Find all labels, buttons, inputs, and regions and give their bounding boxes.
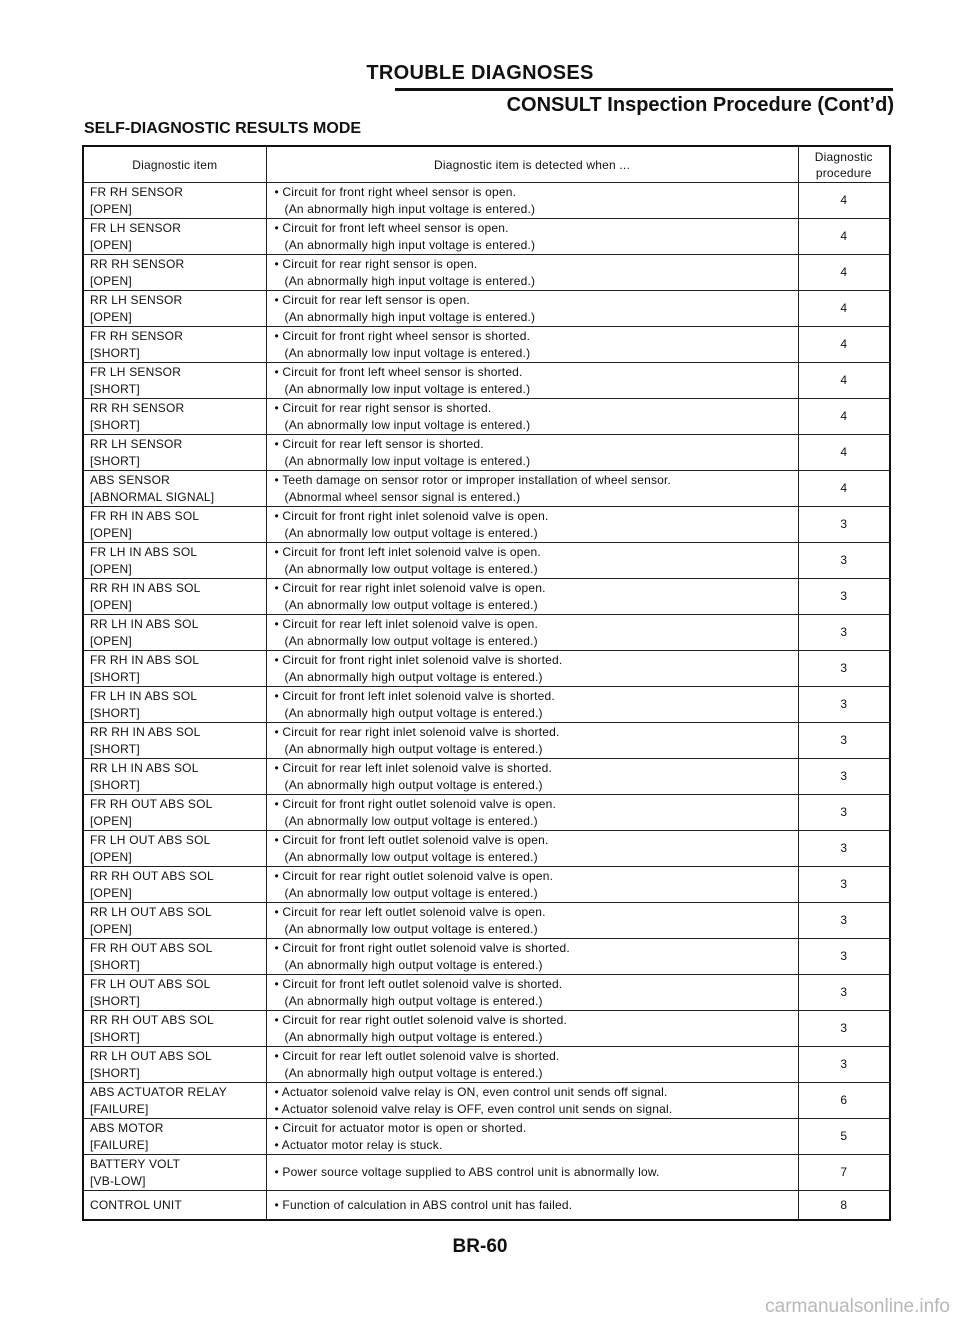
diagnostic-procedure-number: 4 bbox=[798, 399, 890, 435]
diagnostic-item-name: FR RH IN ABS SOL bbox=[90, 652, 200, 667]
detection-condition-line: (An abnormally high output voltage is entered.) bbox=[284, 1029, 543, 1044]
diagnostic-item-cell bbox=[83, 507, 266, 543]
diagnostic-item-cell bbox=[83, 903, 266, 939]
detection-condition-line: • Power source voltage supplied to ABS control unit is abnormally low. bbox=[274, 1165, 660, 1179]
diagnostic-item-name: CONTROL UNIT bbox=[90, 1197, 182, 1212]
diagnostic-item-name: FR RH SENSOR bbox=[90, 328, 184, 343]
diagnostic-item-cell bbox=[83, 255, 266, 291]
diagnostic-item-condition: [OPEN] bbox=[90, 525, 132, 540]
detection-condition-line: (An abnormally low output voltage is entered.) bbox=[284, 921, 538, 936]
diagnostic-item-cell bbox=[83, 1047, 266, 1083]
detection-condition-cell bbox=[266, 651, 798, 687]
table-row bbox=[83, 1155, 890, 1191]
table-row bbox=[83, 903, 890, 939]
diagnostic-item-name: BATTERY VOLT bbox=[90, 1156, 181, 1171]
diagnostic-procedure-number: 3 bbox=[798, 651, 890, 687]
table-row bbox=[83, 1011, 890, 1047]
diagnostic-procedure-number: 3 bbox=[798, 1047, 890, 1083]
detection-condition-line: • Circuit for front left wheel sensor is open. bbox=[274, 220, 509, 235]
detection-condition-cell bbox=[266, 579, 798, 615]
table-row bbox=[83, 1119, 890, 1155]
page-number: BR-60 bbox=[452, 1236, 508, 1257]
detection-condition-cell bbox=[266, 723, 798, 759]
diagnostic-item-condition: [SHORT] bbox=[90, 1029, 140, 1044]
detection-condition-line: • Circuit for front right wheel sensor is open. bbox=[274, 184, 517, 199]
detection-condition-cell bbox=[266, 507, 798, 543]
table-row bbox=[83, 867, 890, 903]
detection-condition-line: • Circuit for rear right outlet solenoid valve is shorted. bbox=[274, 1012, 568, 1027]
detection-condition-cell bbox=[266, 183, 798, 219]
detection-condition-line: (An abnormally high input voltage is entered.) bbox=[284, 309, 536, 324]
diagnostic-item-cell bbox=[83, 1191, 266, 1221]
detection-condition-cell bbox=[266, 471, 798, 507]
diagnostic-item-cell bbox=[83, 759, 266, 795]
diagnostic-procedure-number: 4 bbox=[798, 471, 890, 507]
diagnostic-procedure-number: 4 bbox=[798, 183, 890, 219]
diagnostic-item-cell bbox=[83, 615, 266, 651]
diagnostic-item-condition: [FAILURE] bbox=[90, 1137, 149, 1152]
detection-condition-line: • Circuit for front left outlet solenoid valve is shorted. bbox=[274, 976, 563, 991]
detection-condition-cell bbox=[266, 615, 798, 651]
diagnostic-item-name: FR RH OUT ABS SOL bbox=[90, 940, 213, 955]
diagnostic-item-cell bbox=[83, 651, 266, 687]
diagnostic-item-condition: [FAILURE] bbox=[90, 1101, 149, 1116]
diagnostic-item-name: ABS ACTUATOR RELAY bbox=[90, 1084, 227, 1099]
detection-condition-line: • Circuit for rear right sensor is shorted. bbox=[274, 400, 492, 415]
table-row bbox=[83, 687, 890, 723]
detection-condition-line: (An abnormally low output voltage is entered.) bbox=[284, 525, 538, 540]
detection-condition-line: (An abnormally high output voltage is entered.) bbox=[284, 1065, 543, 1080]
diagnostic-item-condition: [ABNORMAL SIGNAL] bbox=[90, 489, 215, 504]
diagnostic-procedure-number: 3 bbox=[798, 579, 890, 615]
diagnostic-item-cell bbox=[83, 183, 266, 219]
diagnostic-item-condition: [SHORT] bbox=[90, 957, 140, 972]
detection-condition-cell bbox=[266, 291, 798, 327]
diagnostic-item-condition: [SHORT] bbox=[90, 345, 140, 360]
detection-condition-line: • Circuit for front right outlet solenoid valve is open. bbox=[274, 796, 557, 811]
table-row bbox=[83, 183, 890, 219]
detection-condition-line: • Circuit for rear left outlet solenoid valve is open. bbox=[274, 904, 546, 919]
detection-condition-line: • Function of calculation in ABS control unit has failed. bbox=[274, 1197, 573, 1212]
diagnostic-procedure-number: 3 bbox=[798, 759, 890, 795]
detection-condition-cell bbox=[266, 1083, 798, 1119]
diagnostic-procedure-number: 3 bbox=[798, 687, 890, 723]
detection-condition-cell bbox=[266, 1191, 798, 1221]
diagnostic-procedure-number: 4 bbox=[798, 327, 890, 363]
header-detected-when: Diagnostic item is detected when ... bbox=[266, 146, 798, 183]
diagnostic-procedure-number: 3 bbox=[798, 831, 890, 867]
diagnostic-item-name: RR LH SENSOR bbox=[90, 436, 183, 451]
diagnostic-item-cell bbox=[83, 363, 266, 399]
page-title: TROUBLE DIAGNOSES bbox=[366, 62, 594, 84]
table-row bbox=[83, 1047, 890, 1083]
detection-condition-line: (Abnormal wheel sensor signal is entered.) bbox=[284, 489, 521, 504]
detection-condition-line: • Circuit for rear right outlet solenoid valve is open. bbox=[274, 868, 554, 883]
header-diagnostic-procedure: Diagnostic procedure bbox=[798, 146, 890, 183]
table-row bbox=[83, 363, 890, 399]
detection-condition-line: • Circuit for rear left inlet solenoid valve is shorted. bbox=[274, 760, 553, 775]
detection-condition-line: • Circuit for rear right inlet solenoid valve is open. bbox=[274, 580, 546, 595]
diagnostic-item-condition: [SHORT] bbox=[90, 741, 140, 756]
diagnostic-item-condition: [VB-LOW] bbox=[90, 1173, 146, 1188]
detection-condition-line: (An abnormally low output voltage is entered.) bbox=[284, 885, 538, 900]
diagnostic-item-name: RR RH SENSOR bbox=[90, 400, 185, 415]
diagnostic-procedure-number: 4 bbox=[798, 363, 890, 399]
diagnostic-item-condition: [SHORT] bbox=[90, 669, 140, 684]
detection-condition-line: • Actuator solenoid valve relay is ON, even control unit sends off signal. bbox=[274, 1084, 668, 1099]
detection-condition-line: (An abnormally high input voltage is entered.) bbox=[284, 201, 536, 216]
detection-condition-line: (An abnormally low input voltage is entered.) bbox=[284, 453, 531, 468]
diagnostic-item-cell bbox=[83, 471, 266, 507]
diagnostic-procedure-number: 3 bbox=[798, 939, 890, 975]
diagnostic-item-name: FR LH IN ABS SOL bbox=[90, 688, 198, 703]
detection-condition-line: (An abnormally high output voltage is entered.) bbox=[284, 705, 543, 720]
diagnostic-item-cell bbox=[83, 543, 266, 579]
detection-condition-cell bbox=[266, 687, 798, 723]
detection-condition-line: • Teeth damage on sensor rotor or improper installation of wheel sensor. bbox=[274, 472, 672, 487]
detection-condition-line: (An abnormally low output voltage is entered.) bbox=[284, 813, 538, 828]
diagnostic-item-name: ABS SENSOR bbox=[90, 472, 171, 487]
diagnostic-item-cell bbox=[83, 795, 266, 831]
diagnostic-item-condition: [OPEN] bbox=[90, 885, 132, 900]
table-row bbox=[83, 435, 890, 471]
diagnostic-item-name: RR LH OUT ABS SOL bbox=[90, 1048, 212, 1063]
table-row bbox=[83, 975, 890, 1011]
diagnostic-item-name: RR LH IN ABS SOL bbox=[90, 616, 199, 631]
diagnostic-procedure-number: 8 bbox=[798, 1191, 890, 1221]
diagnostic-item-condition: [SHORT] bbox=[90, 453, 140, 468]
table-header-row bbox=[83, 146, 890, 183]
detection-condition-line: (An abnormally high output voltage is entered.) bbox=[284, 741, 543, 756]
table-row bbox=[83, 723, 890, 759]
diagnostic-procedure-number: 7 bbox=[798, 1155, 890, 1191]
detection-condition-line: • Circuit for front left wheel sensor is shorted. bbox=[274, 364, 523, 379]
diagnostic-item-cell bbox=[83, 219, 266, 255]
detection-condition-line: • Circuit for rear right sensor is open. bbox=[274, 256, 478, 271]
detection-condition-line: • Circuit for front right inlet solenoid valve is shorted. bbox=[274, 652, 563, 667]
diagnostic-item-name: FR LH OUT ABS SOL bbox=[90, 976, 211, 991]
detection-condition-line: (An abnormally low input voltage is entered.) bbox=[284, 417, 531, 432]
diagnostic-procedure-number: 4 bbox=[798, 255, 890, 291]
diagnostic-procedure-number: 3 bbox=[798, 903, 890, 939]
diagnostic-item-cell bbox=[83, 291, 266, 327]
table-row bbox=[83, 1083, 890, 1119]
diagnostic-procedure-number: 3 bbox=[798, 975, 890, 1011]
diagnostic-item-cell bbox=[83, 831, 266, 867]
detection-condition-cell bbox=[266, 903, 798, 939]
detection-condition-cell bbox=[266, 867, 798, 903]
detection-condition-line: • Circuit for rear left inlet solenoid valve is open. bbox=[274, 616, 539, 631]
diagnostic-item-name: FR LH IN ABS SOL bbox=[90, 544, 198, 559]
diagnostic-item-name: RR RH SENSOR bbox=[90, 256, 185, 271]
detection-condition-line: • Circuit for front right outlet solenoid valve is shorted. bbox=[274, 940, 570, 955]
detection-condition-cell bbox=[266, 543, 798, 579]
detection-condition-line: • Circuit for rear right inlet solenoid valve is shorted. bbox=[274, 724, 560, 739]
page-subtitle: CONSULT Inspection Procedure (Cont’d) bbox=[506, 94, 894, 116]
diagnostic-item-name: RR RH IN ABS SOL bbox=[90, 580, 201, 595]
diagnostic-procedure-number: 3 bbox=[798, 543, 890, 579]
detection-condition-cell bbox=[266, 399, 798, 435]
diagnostic-procedure-number: 3 bbox=[798, 507, 890, 543]
diagnostic-item-cell bbox=[83, 435, 266, 471]
diagnostic-item-name: RR LH IN ABS SOL bbox=[90, 760, 199, 775]
diagnostic-procedure-number: 3 bbox=[798, 615, 890, 651]
diagnostic-item-cell bbox=[83, 867, 266, 903]
section-heading: SELF-DIAGNOSTIC RESULTS MODE bbox=[84, 120, 362, 137]
diagnostic-item-condition: [OPEN] bbox=[90, 201, 132, 216]
detection-condition-line: (An abnormally high input voltage is entered.) bbox=[284, 273, 536, 288]
diagnostic-item-cell bbox=[83, 687, 266, 723]
table-row bbox=[83, 615, 890, 651]
detection-condition-line: • Circuit for front left inlet solenoid valve is shorted. bbox=[274, 688, 555, 703]
detection-condition-line: • Circuit for rear left sensor is shorted. bbox=[274, 436, 484, 451]
diagnostic-item-name: RR RH OUT ABS SOL bbox=[90, 1012, 214, 1027]
detection-condition-cell bbox=[266, 255, 798, 291]
detection-condition-line: (An abnormally low input voltage is entered.) bbox=[284, 381, 531, 396]
diagnostic-procedure-number: 5 bbox=[798, 1119, 890, 1155]
detection-condition-line: (An abnormally high output voltage is entered.) bbox=[284, 957, 543, 972]
diagnostic-item-name: FR LH SENSOR bbox=[90, 364, 182, 379]
table-row bbox=[83, 543, 890, 579]
diagnostic-procedure-number: 3 bbox=[798, 723, 890, 759]
diagnostic-item-cell bbox=[83, 399, 266, 435]
diagnostic-item-cell bbox=[83, 1155, 266, 1191]
diagnostic-item-condition: [OPEN] bbox=[90, 237, 132, 252]
title-rule bbox=[395, 88, 893, 91]
table-row bbox=[83, 795, 890, 831]
diagnostic-item-name: FR LH SENSOR bbox=[90, 220, 182, 235]
table-row bbox=[83, 255, 890, 291]
diagnostic-item-condition: [OPEN] bbox=[90, 813, 132, 828]
detection-condition-cell bbox=[266, 975, 798, 1011]
detection-condition-line: (An abnormally low input voltage is entered.) bbox=[284, 345, 531, 360]
detection-condition-line: • Circuit for front left outlet solenoid valve is open. bbox=[274, 832, 549, 847]
detection-condition-line: (An abnormally low output voltage is entered.) bbox=[284, 633, 538, 648]
diagnostic-item-name: RR RH OUT ABS SOL bbox=[90, 868, 214, 883]
table-row bbox=[83, 939, 890, 975]
diagnostic-item-cell bbox=[83, 579, 266, 615]
detection-condition-line: • Circuit for rear left sensor is open. bbox=[274, 292, 470, 307]
detection-condition-line: (An abnormally high input voltage is entered.) bbox=[284, 237, 536, 252]
table-row bbox=[83, 651, 890, 687]
detection-condition-line: (An abnormally high output voltage is entered.) bbox=[284, 777, 543, 792]
table-row bbox=[83, 219, 890, 255]
diagnostic-item-name: ABS MOTOR bbox=[90, 1120, 164, 1135]
diagnostic-procedure-number: 4 bbox=[798, 219, 890, 255]
diagnostic-item-cell bbox=[83, 327, 266, 363]
diagnostic-item-name: FR LH OUT ABS SOL bbox=[90, 832, 211, 847]
table-row bbox=[83, 759, 890, 795]
diagnostic-procedure-number: 6 bbox=[798, 1083, 890, 1119]
diagnostic-item-condition: [OPEN] bbox=[90, 921, 132, 936]
detection-condition-cell bbox=[266, 831, 798, 867]
detection-condition-line: • Circuit for actuator motor is open or shorted. bbox=[274, 1120, 527, 1135]
diagnostic-table bbox=[82, 145, 891, 1221]
detection-condition-cell bbox=[266, 759, 798, 795]
detection-condition-line: • Circuit for front right inlet solenoid valve is open. bbox=[274, 508, 549, 523]
diagnostic-item-cell bbox=[83, 939, 266, 975]
diagnostic-item-name: RR RH IN ABS SOL bbox=[90, 724, 201, 739]
table-row bbox=[83, 399, 890, 435]
diagnostic-item-condition: [OPEN] bbox=[90, 561, 132, 576]
diagnostic-item-condition: [SHORT] bbox=[90, 993, 140, 1008]
detection-condition-line: • Circuit for front right wheel sensor is shorted. bbox=[274, 328, 531, 343]
diagnostic-procedure-number: 3 bbox=[798, 867, 890, 903]
detection-condition-cell bbox=[266, 1011, 798, 1047]
detection-condition-line: (An abnormally low output voltage is entered.) bbox=[284, 597, 538, 612]
diagnostic-item-name: RR LH SENSOR bbox=[90, 292, 183, 307]
diagnostic-procedure-number: 4 bbox=[798, 291, 890, 327]
header-diagnostic-item: Diagnostic item bbox=[83, 146, 266, 183]
detection-condition-line: (An abnormally low output voltage is entered.) bbox=[284, 561, 538, 576]
diagnostic-item-cell bbox=[83, 1083, 266, 1119]
diagnostic-item-cell bbox=[83, 1119, 266, 1155]
detection-condition-line: • Actuator solenoid valve relay is OFF, even control unit sends on signal. bbox=[274, 1101, 673, 1116]
detection-condition-cell bbox=[266, 219, 798, 255]
table-row bbox=[83, 1191, 890, 1221]
detection-condition-line: (An abnormally high output voltage is entered.) bbox=[284, 669, 543, 684]
detection-condition-line: • Circuit for front left inlet solenoid valve is open. bbox=[274, 544, 541, 559]
detection-condition-cell bbox=[266, 435, 798, 471]
diagnostic-item-condition: [OPEN] bbox=[90, 309, 132, 324]
detection-condition-cell bbox=[266, 795, 798, 831]
diagnostic-item-cell bbox=[83, 1011, 266, 1047]
diagnostic-item-condition: [OPEN] bbox=[90, 849, 132, 864]
table-row bbox=[83, 507, 890, 543]
diagnostic-procedure-number: 4 bbox=[798, 435, 890, 471]
detection-condition-cell bbox=[266, 363, 798, 399]
detection-condition-cell bbox=[266, 1119, 798, 1155]
diagnostic-item-condition: [OPEN] bbox=[90, 597, 132, 612]
diagnostic-item-name: FR RH SENSOR bbox=[90, 184, 184, 199]
diagnostic-item-condition: [OPEN] bbox=[90, 633, 132, 648]
detection-condition-cell bbox=[266, 939, 798, 975]
detection-condition-cell bbox=[266, 327, 798, 363]
table-row bbox=[83, 291, 890, 327]
diagnostic-item-condition: [SHORT] bbox=[90, 1065, 140, 1080]
diagnostic-item-name: FR RH OUT ABS SOL bbox=[90, 796, 213, 811]
diagnostic-procedure-number: 3 bbox=[798, 1011, 890, 1047]
diagnostic-item-condition: [SHORT] bbox=[90, 777, 140, 792]
diagnostic-item-cell bbox=[83, 975, 266, 1011]
diagnostic-item-name: FR RH IN ABS SOL bbox=[90, 508, 200, 523]
diagnostic-item-condition: [SHORT] bbox=[90, 705, 140, 720]
table-row bbox=[83, 471, 890, 507]
detection-condition-cell bbox=[266, 1155, 798, 1191]
table-body bbox=[83, 183, 890, 1221]
table-row bbox=[83, 579, 890, 615]
diagnostic-item-cell bbox=[83, 723, 266, 759]
diagnostic-item-condition: [OPEN] bbox=[90, 273, 132, 288]
detection-condition-line: (An abnormally low output voltage is entered.) bbox=[284, 849, 538, 864]
detection-condition-line: • Circuit for rear left outlet solenoid valve is shorted. bbox=[274, 1048, 560, 1063]
diagnostic-procedure-number: 3 bbox=[798, 795, 890, 831]
detection-condition-line: (An abnormally high output voltage is entered.) bbox=[284, 993, 543, 1008]
diagnostic-item-name: RR LH OUT ABS SOL bbox=[90, 904, 212, 919]
diagnostic-item-condition: [SHORT] bbox=[90, 381, 140, 396]
diagnostic-item-condition: [SHORT] bbox=[90, 417, 140, 432]
table-row bbox=[83, 831, 890, 867]
table-row bbox=[83, 327, 890, 363]
detection-condition-cell bbox=[266, 1047, 798, 1083]
watermark: carmanualsonline.info bbox=[765, 1296, 950, 1317]
detection-condition-line: • Actuator motor relay is stuck. bbox=[274, 1137, 443, 1152]
